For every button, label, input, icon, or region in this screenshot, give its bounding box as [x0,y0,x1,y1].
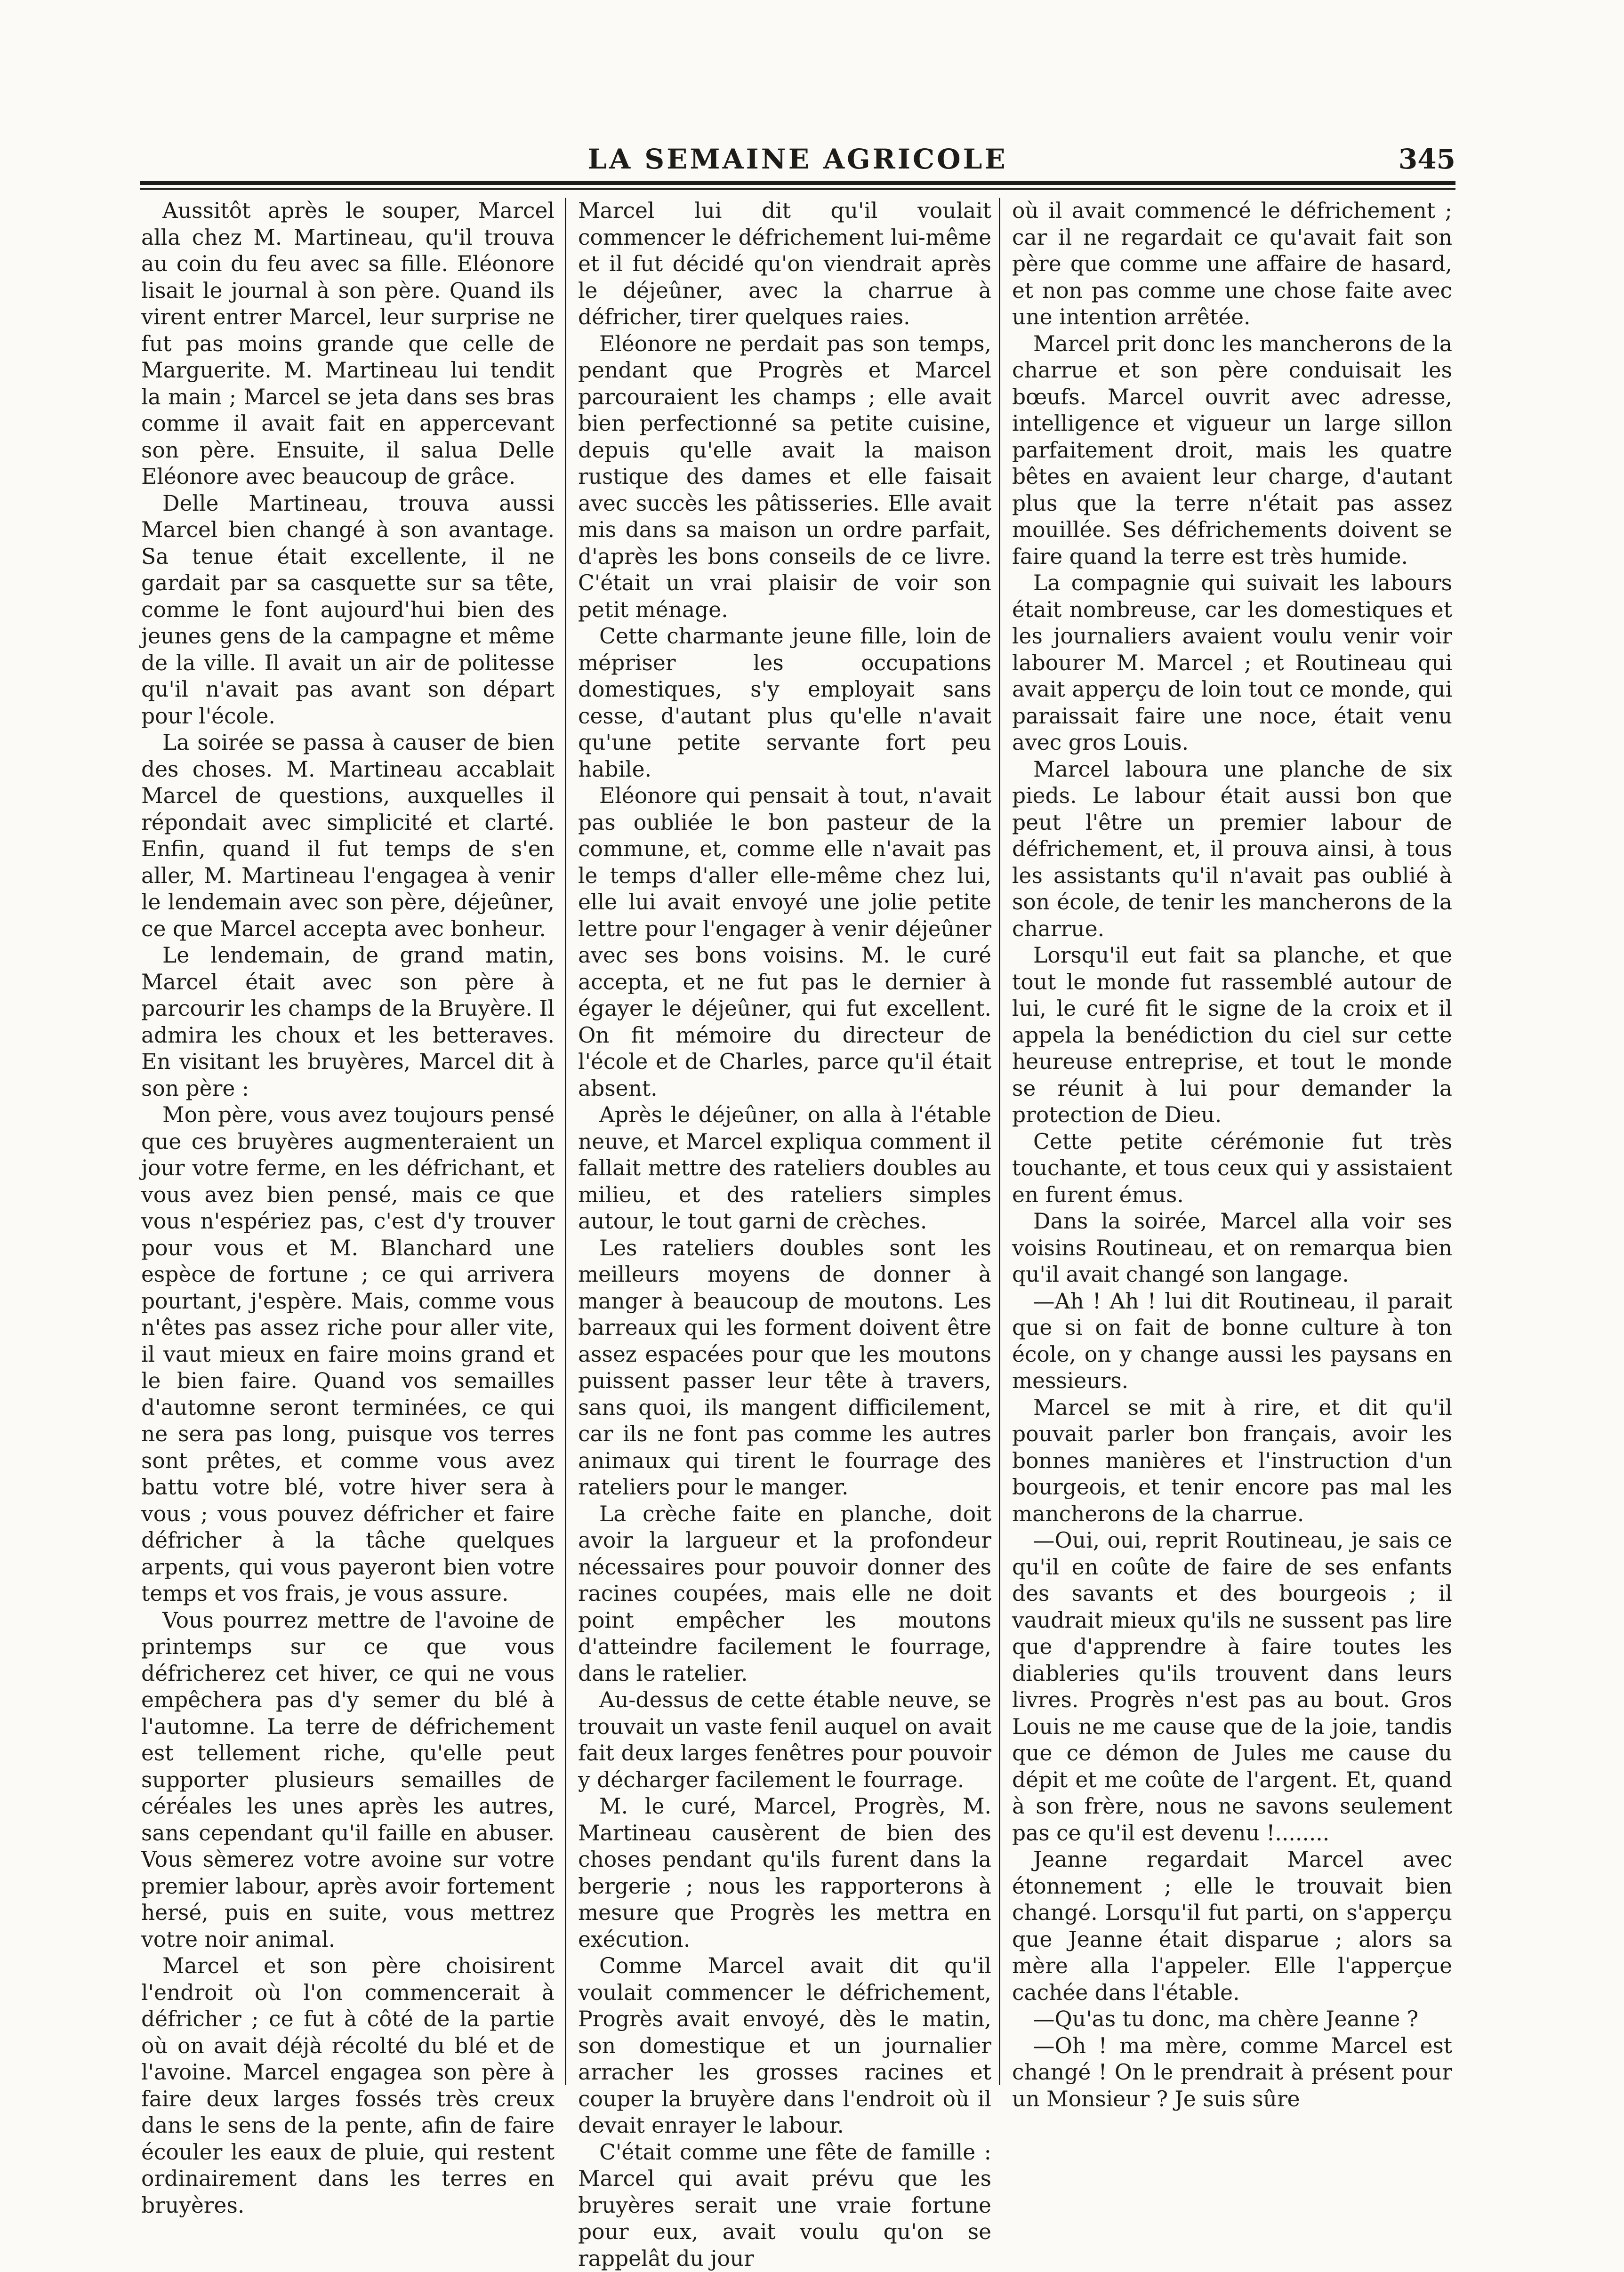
header-rule-thick [140,181,1455,185]
paragraph: Vous pourrez mettre de l'avoine de printemps sur ce que vous défricherez cet hiver, ce qui ne vous empêchera pas d'y semer du blé à l'automne. La terre de défrichement est tellement riche, qu'elle peut supporter plusieurs semailles de céréales les unes après les autres, sans cependant qu'il faille en abuser. Vous sèmerez votre avoine sur votre premier labour, après avoir fortement hersé, puis en suite, vous mettrez votre noir animal. [141,1607,555,1953]
paragraph: Dans la soirée, Marcel alla voir ses voisins Routineau, et on remarqua bien qu'il avait changé son langage. [1012,1208,1452,1288]
paragraph: Les rateliers doubles sont les meilleurs moyens de donner à manger à beaucoup de moutons. Les barreaux qui les forment doivent être assez espacées pour que les moutons puissent passer leur tête à travers, sans quoi, ils mangent difficilement, car ils ne font pas comme les autres animaux qui tirent le fourrage des rateliers pour le manger. [578,1235,991,1501]
paragraph: Marcel laboura une planche de six pieds. Le labour était aussi bon que peut l'être un premier labour de défrichement, et, il prouva ainsi, à tous les assistants qu'il n'avait pas oublié à son école, de tenir les mancherons de la charrue. [1012,756,1452,943]
paragraph: —Qu'as tu donc, ma chère Jeanne ? [1012,2006,1452,2033]
paragraph: Marcel lui dit qu'il voulait commencer le défrichement lui-même et il fut décidé qu'on viendrait après le déjeûner, avec la charrue à défricher, tirer quelques raies. [578,198,991,331]
paragraph: Cette charmante jeune fille, loin de mépriser les occupations domestiques, s'y employait sans cesse, d'autant plus qu'elle n'avait qu'une petite servante fort peu habile. [578,623,991,783]
paragraph: —Oh ! ma mère, comme Marcel est changé ! On le prendrait à présent pour un Monsieur ? Je suis sûre [1012,2033,1452,2113]
paragraph: Marcel et son père choisirent l'endroit où l'on commencerait à défricher ; ce fut à côté de la partie où on avait déjà récolté du blé et de l'avoine. Marcel engagea son père à faire deux larges fossés très creux dans le sens de la pente, afin de faire écouler les eaux de pluie, qui restent ordinairement dans les terres en bruyères. [141,1953,555,2219]
paragraph: Cette petite cérémonie fut très touchante, et tous ceux qui y assistaient en furent émus. [1012,1129,1452,1209]
paragraph: Jeanne regardait Marcel avec étonnement ; elle le trouvait bien changé. Lorsqu'il fut parti, on s'apperçu que Jeanne était disparue ; alors sa mère alla l'appeler. Elle l'apperçue cachée dans l'étable. [1012,1847,1452,2006]
paragraph: Après le déjeûner, on alla à l'étable neuve, et Marcel expliqua comment il fallait mettre des rateliers doubles au milieu, et des rateliers simples autour, le tout garni de crèches. [578,1102,991,1235]
paragraph: —Oui, oui, reprit Routineau, je sais ce qu'il en coûte de faire de ses enfants des savants et des bourgeois ; il vaudrait mieux qu'ils ne sussent pas lire que d'apprendre à faire toutes les diableries qu'ils trouvent dans leurs livres. Progrès n'est pas au bout. Gros Louis ne me cause que de la joie, tandis que ce démon de Jules me cause du dépit et me coûte de l'argent. Et, quand à son frère, nous ne savons seulement pas ce qu'il est devenu !........ [1012,1527,1452,1847]
paragraph: La compagnie qui suivait les labours était nombreuse, car les domestiques et les journaliers avaient voulu venir voir labourer M. Marcel ; et Routineau qui avait apperçu de loin tout ce monde, qui paraissait faire une noce, était venu avec gros Louis. [1012,570,1452,756]
paragraph: Eléonore ne perdait pas son temps, pendant que Progrès et Marcel parcouraient les champs ; elle avait bien perfectionné sa petite cuisine, depuis qu'elle avait la maison rustique des dames et elle faisait avec succès les pâtisseries. Elle avait mis dans sa maison un ordre parfait, d'après les bons conseils de ce livre. C'était un vrai plaisir de voir son petit ménage. [578,331,991,624]
paragraph: C'était comme une fête de famille : Marcel qui avait prévu que les bruyères serait une vraie fortune pour eux, avait voulu qu'on se rappelât du jour [578,2139,991,2272]
paragraph: Le lendemain, de grand matin, Marcel était avec son père à parcourir les champs de la Bruyère. Il admira les choux et les betteraves. En visitant les bruyères, Marcel dit à son père : [141,942,555,1102]
paragraph: Delle Martineau, trouva aussi Marcel bien changé à son avantage. Sa tenue était excellente, il ne gardait par sa casquette sur sa tête, comme le font aujourd'hui bien des jeunes gens de la campagne et même de la ville. Il avait un air de politesse qu'il n'avait pas avant son départ pour l'école. [141,490,555,730]
paragraph: —Ah ! Ah ! lui dit Routineau, il parait que si on fait de bonne culture à ton école, on y change aussi les paysans en messieurs. [1012,1288,1452,1395]
paragraph: Marcel prit donc les mancherons de la charrue et son père conduisait les bœufs. Marcel ouvrit avec adresse, intelligence et vigueur un large sillon parfaitement droit, mais les quatre bêtes en avaient leur charge, d'autant plus que la terre n'était pas assez mouillée. Ses défrichements doivent se faire quand la terre est très humide. [1012,331,1452,570]
journal-title: LA SEMAINE AGRICOLE [140,143,1455,175]
text-column-3 [1012,198,1452,2090]
paragraph: Lorsqu'il eut fait sa planche, et que tout le monde fut rassemblé autour de lui, le curé fit le signe de la croix et il appela la benédiction du ciel sur cette heureuse entreprise, et tout le monde se réunit à lui pour demander la protection de Dieu. [1012,942,1452,1129]
paragraph: Au-dessus de cette étable neuve, se trouvait un vaste fenil auquel on avait fait deux larges fenêtres pour pouvoir y décharger facilement le fourrage. [578,1687,991,1793]
paragraph: Aussitôt après le souper, Marcel alla chez M. Martineau, qu'il trouva au coin du feu avec sa fille. Eléonore lisait le journal à son père. Quand ils virent entrer Marcel, leur surprise ne fut pas moins grande que celle de Marguerite. M. Martineau lui tendit la main ; Marcel se jeta dans ses bras comme il avait fait en appercevant son père. Ensuite, il salua Delle Eléonore avec beaucoup de grâce. [141,198,555,490]
paragraph: M. le curé, Marcel, Progrès, M. Martineau causèrent de bien des choses pendant qu'ils furent dans la bergerie ; nous les rapporterons à mesure que Progrès les mettra en exécution. [578,1793,991,1953]
page-number: 345 [1399,143,1455,175]
header-rule-thin [140,188,1455,190]
page-header [140,139,1455,186]
paragraph: Marcel se mit à rire, et dit qu'il pouvait parler bon français, avoir les bonnes manières et l'instruction d'un bourgeois, et tenir encore pas mal les mancherons de la charrue. [1012,1395,1452,1528]
column-divider [565,198,566,2085]
paragraph: Comme Marcel avait dit qu'il voulait commencer le défrichement, Progrès avait envoyé, dès le matin, son domestique et un journalier arracher les grosses racines et couper la bruyère dans l'endroit où il devait enrayer le labour. [578,1953,991,2139]
paragraph: Mon père, vous avez toujours pensé que ces bruyères augmenteraient un jour votre ferme, en les défrichant, et vous avez bien pensé, mais ce que vous n'espériez pas, c'est d'y trouver pour vous et M. Blanchard une espèce de fortune ; ce qui arrivera pourtant, j'espère. Mais, comme vous n'êtes pas assez riche pour aller vite, il vaut mieux en faire moins grand et le bien faire. Quand vos semailles d'automne seront terminées, ce qui ne sera pas long, puisque vos terres sont prêtes, et comme vous avez battu votre blé, votre hiver sera à vous ; vous pouvez défricher et faire défricher à la tâche quelques arpents, qui vous payeront bien votre temps et vos frais, je vous assure. [141,1102,555,1607]
text-column-2 [578,198,991,2090]
paragraph: La soirée se passa à causer de bien des choses. M. Martineau accablait Marcel de questions, auxquelles il répondait avec simplicité et clarté. Enfin, quand il fut temps de s'en aller, M. Martineau l'engagea à venir le lendemain avec son père, déjeûner, ce que Marcel accepta avec bonheur. [141,730,555,942]
column-divider [999,198,1000,2085]
text-column-1 [141,198,555,2090]
paragraph: La crèche faite en planche, doit avoir la largueur et la profondeur nécessaires pour pouvoir donner des racines coupées, mais elle ne doit point empêcher les moutons d'atteindre facilement le fourrage, dans le ratelier. [578,1501,991,1687]
paragraph: Eléonore qui pensait à tout, n'avait pas oubliée le bon pasteur de la commune, et, comme elle n'avait pas le temps d'aller elle-même chez lui, elle lui avait envoyé une jolie petite lettre pour l'engager à venir déjeûner avec ses bons voisins. M. le curé accepta, et ne fut pas le dernier à égayer le déjeûner, qui fut excellent. On fit mémoire du directeur de l'école et de Charles, parce qu'il était absent. [578,783,991,1102]
paragraph: où il avait commencé le défrichement ; car il ne regardait ce qu'avait fait son père que comme une affaire de hasard, et non pas comme une chose faite avec une intention arrêtée. [1012,198,1452,331]
